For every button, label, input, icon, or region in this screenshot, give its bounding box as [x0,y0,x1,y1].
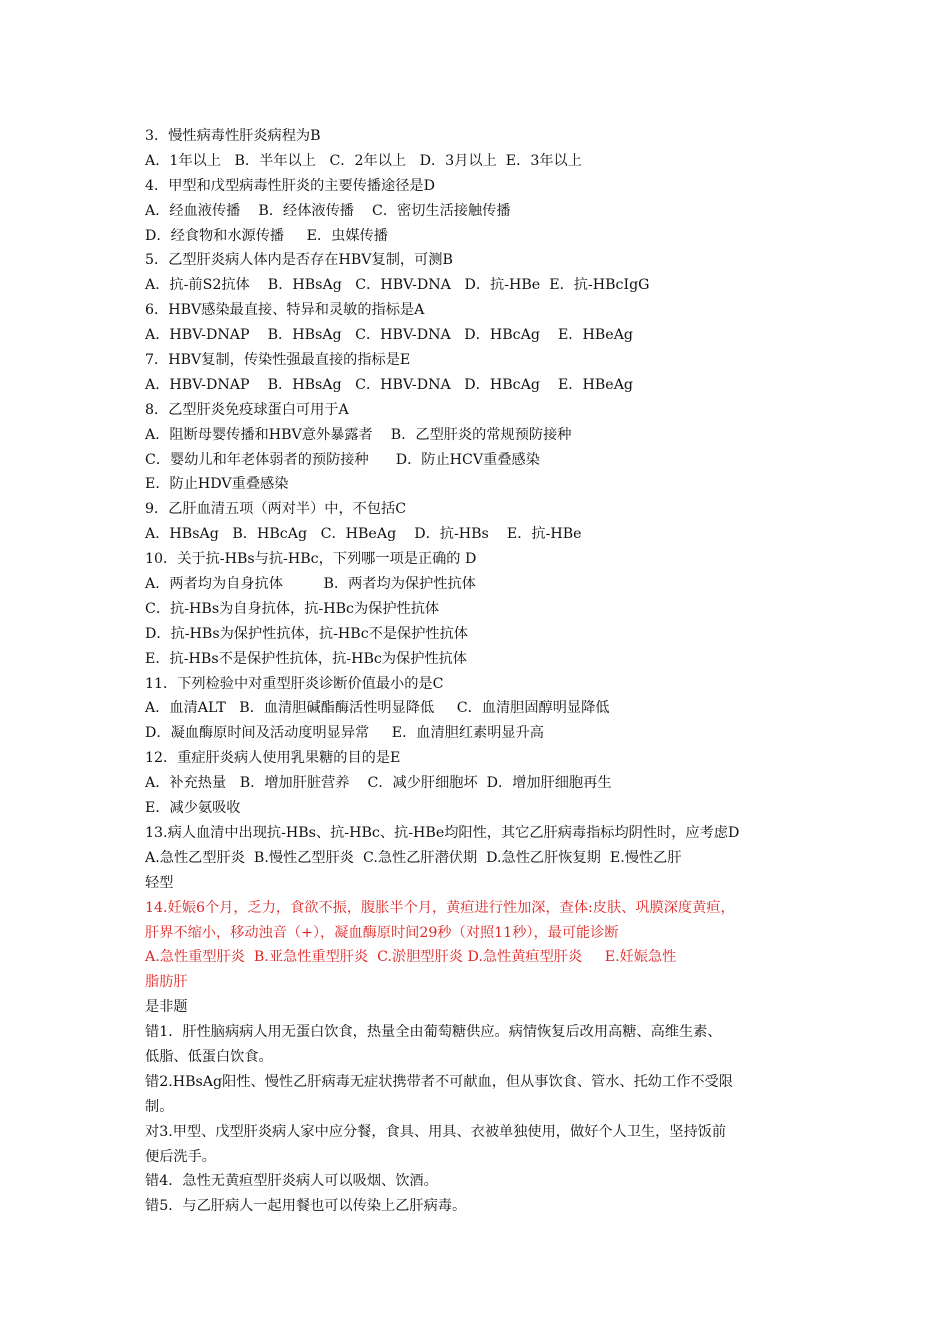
true-false-5: 错5．与乙肝病人一起用餐也可以传染上乙肝病毒。 [145,1198,467,1215]
question-12-options-2: E．减少氨吸收 [145,800,241,817]
true-false-4: 错4．急性无黄疸型肝炎病人可以吸烟、饮酒。 [145,1173,438,1190]
question-3-stem: 3．慢性病毒性肝炎病程为B [145,128,321,144]
question-14-options-1: A.急性重型肝炎 B.亚急性重型肝炎 C.淤胆型肝炎 D.急性黄疸型肝炎 E.妊娠急性 [145,949,677,966]
question-6-stem: 6．HBV感染最直接、特异和灵敏的指标是A [145,302,425,319]
question-14-stem-2: 肝界不缩小，移动浊音（+），凝血酶原时间29秒（对照11秒），最可能诊断 [145,924,619,941]
question-12-stem: 12．重症肝炎病人使用乳果糖的目的是E [145,750,401,767]
question-13-options-2: 轻型 [145,874,174,891]
question-10-stem: 10．关于抗-HBs与抗-HBc，下列哪一项是正确的 D [145,551,477,568]
question-11-stem: 11．下列检验中对重型肝炎诊断价值最小的是C [145,675,444,692]
true-false-1-line-1: 错1．肝性脑病病人用无蛋白饮食，热量全由葡萄糖供应。病情恢复后改用高糖、高维生素、 [145,1024,722,1041]
question-11-options-1: A．血清ALT B．血清胆碱酯酶活性明显降低 C．血清胆固醇明显降低 [145,700,610,717]
question-4-stem: 4．甲型和戊型病毒性肝炎的主要传播途径是D [145,177,435,194]
question-8-stem: 8．乙型肝炎免疫球蛋白可用于A [145,401,349,418]
true-false-2-line-2: 制。 [145,1098,174,1115]
question-5-stem: 5．乙型肝炎病人体内是否存在HBV复制，可测B [145,252,453,269]
question-7-options: A．HBV-DNAP B．HBsAg C．HBV-DNA D．HBcAg E．HBeAg [145,376,634,393]
question-13-options-1: A.急性乙型肝炎 B.慢性乙型肝炎 C.急性乙肝潜伏期 D.急性乙肝恢复期 E.慢性乙肝 [145,849,682,866]
question-14-options-2: 脂肪肝 [145,974,188,991]
true-false-1-line-2: 低脂、低蛋白饮食。 [145,1048,273,1065]
question-9-stem: 9．乙肝血清五项（两对半）中，不包括C [145,501,407,518]
true-false-heading: 是非题 [145,999,188,1016]
question-4-options-1: A．经血液传播 B．经体液传播 C．密切生活接触传播 [145,202,511,219]
document-body [145,124,815,1219]
question-4-options-2: D．经食物和水源传播 E．虫媒传播 [145,227,388,244]
question-5-options: A．抗-前S2抗体 B．HBsAg C．HBV-DNA D．抗-HBe E．抗-HBcIgG [145,277,650,294]
question-10-option-d: D．抗-HBs为保护性抗体，抗-HBc不是保护性抗体 [145,625,468,642]
question-14-stem-1: 14.妊娠6个月，乏力，食欲不振，腹胀半个月，黄疸进行性加深，查体:皮肤、巩膜深度黄疸， [145,899,735,916]
question-8-options-1: A．阻断母婴传播和HBV意外暴露者 B．乙型肝炎的常规预防接种 [145,426,572,443]
true-false-3-line-1: 对3.甲型、戊型肝炎病人家中应分餐，食具、用具、衣被单独使用，做好个人卫生，坚持饭前 [145,1123,727,1140]
question-10-option-c: C．抗-HBs为自身抗体，抗-HBc为保护性抗体 [145,600,440,617]
question-10-option-ab: A．两者均为自身抗体 B．两者均为保护性抗体 [145,576,476,593]
question-13-stem: 13.病人血清中出现抗-HBs、抗-HBc、抗-HBe均阳性，其它乙肝病毒指标均阴性时，应考虑D [145,824,740,841]
question-11-options-2: D．凝血酶原时间及活动度明显异常 E．血清胆红素明显升高 [145,725,544,742]
question-7-stem: 7．HBV复制，传染性强最直接的指标是E [145,352,411,369]
true-false-3-line-2: 便后洗手。 [145,1148,216,1165]
question-3-options: A．1年以上 B．半年以上 C．2年以上 D．3月以上 E．3年以上 [145,152,582,169]
true-false-2-line-1: 错2.HBsAg阳性、慢性乙肝病毒无症状携带者不可献血，但从事饮食、管水、托幼工作不受限 [145,1073,733,1090]
question-6-options: A．HBV-DNAP B．HBsAg C．HBV-DNA D．HBcAg E．HBeAg [145,327,634,344]
question-8-options-2: C．婴幼儿和年老体弱者的预防接种 D．防止HCV重叠感染 [145,451,540,468]
question-8-options-3: E．防止HDV重叠感染 [145,476,289,493]
question-10-option-e: E．抗-HBs不是保护性抗体，抗-HBc为保护性抗体 [145,650,467,667]
question-12-options-1: A．补充热量 B．增加肝脏营养 C．减少肝细胞坏 D．增加肝细胞再生 [145,775,612,792]
question-9-options: A．HBsAg B．HBcAg C．HBeAg D．抗-HBs E．抗-HBe [145,526,582,543]
